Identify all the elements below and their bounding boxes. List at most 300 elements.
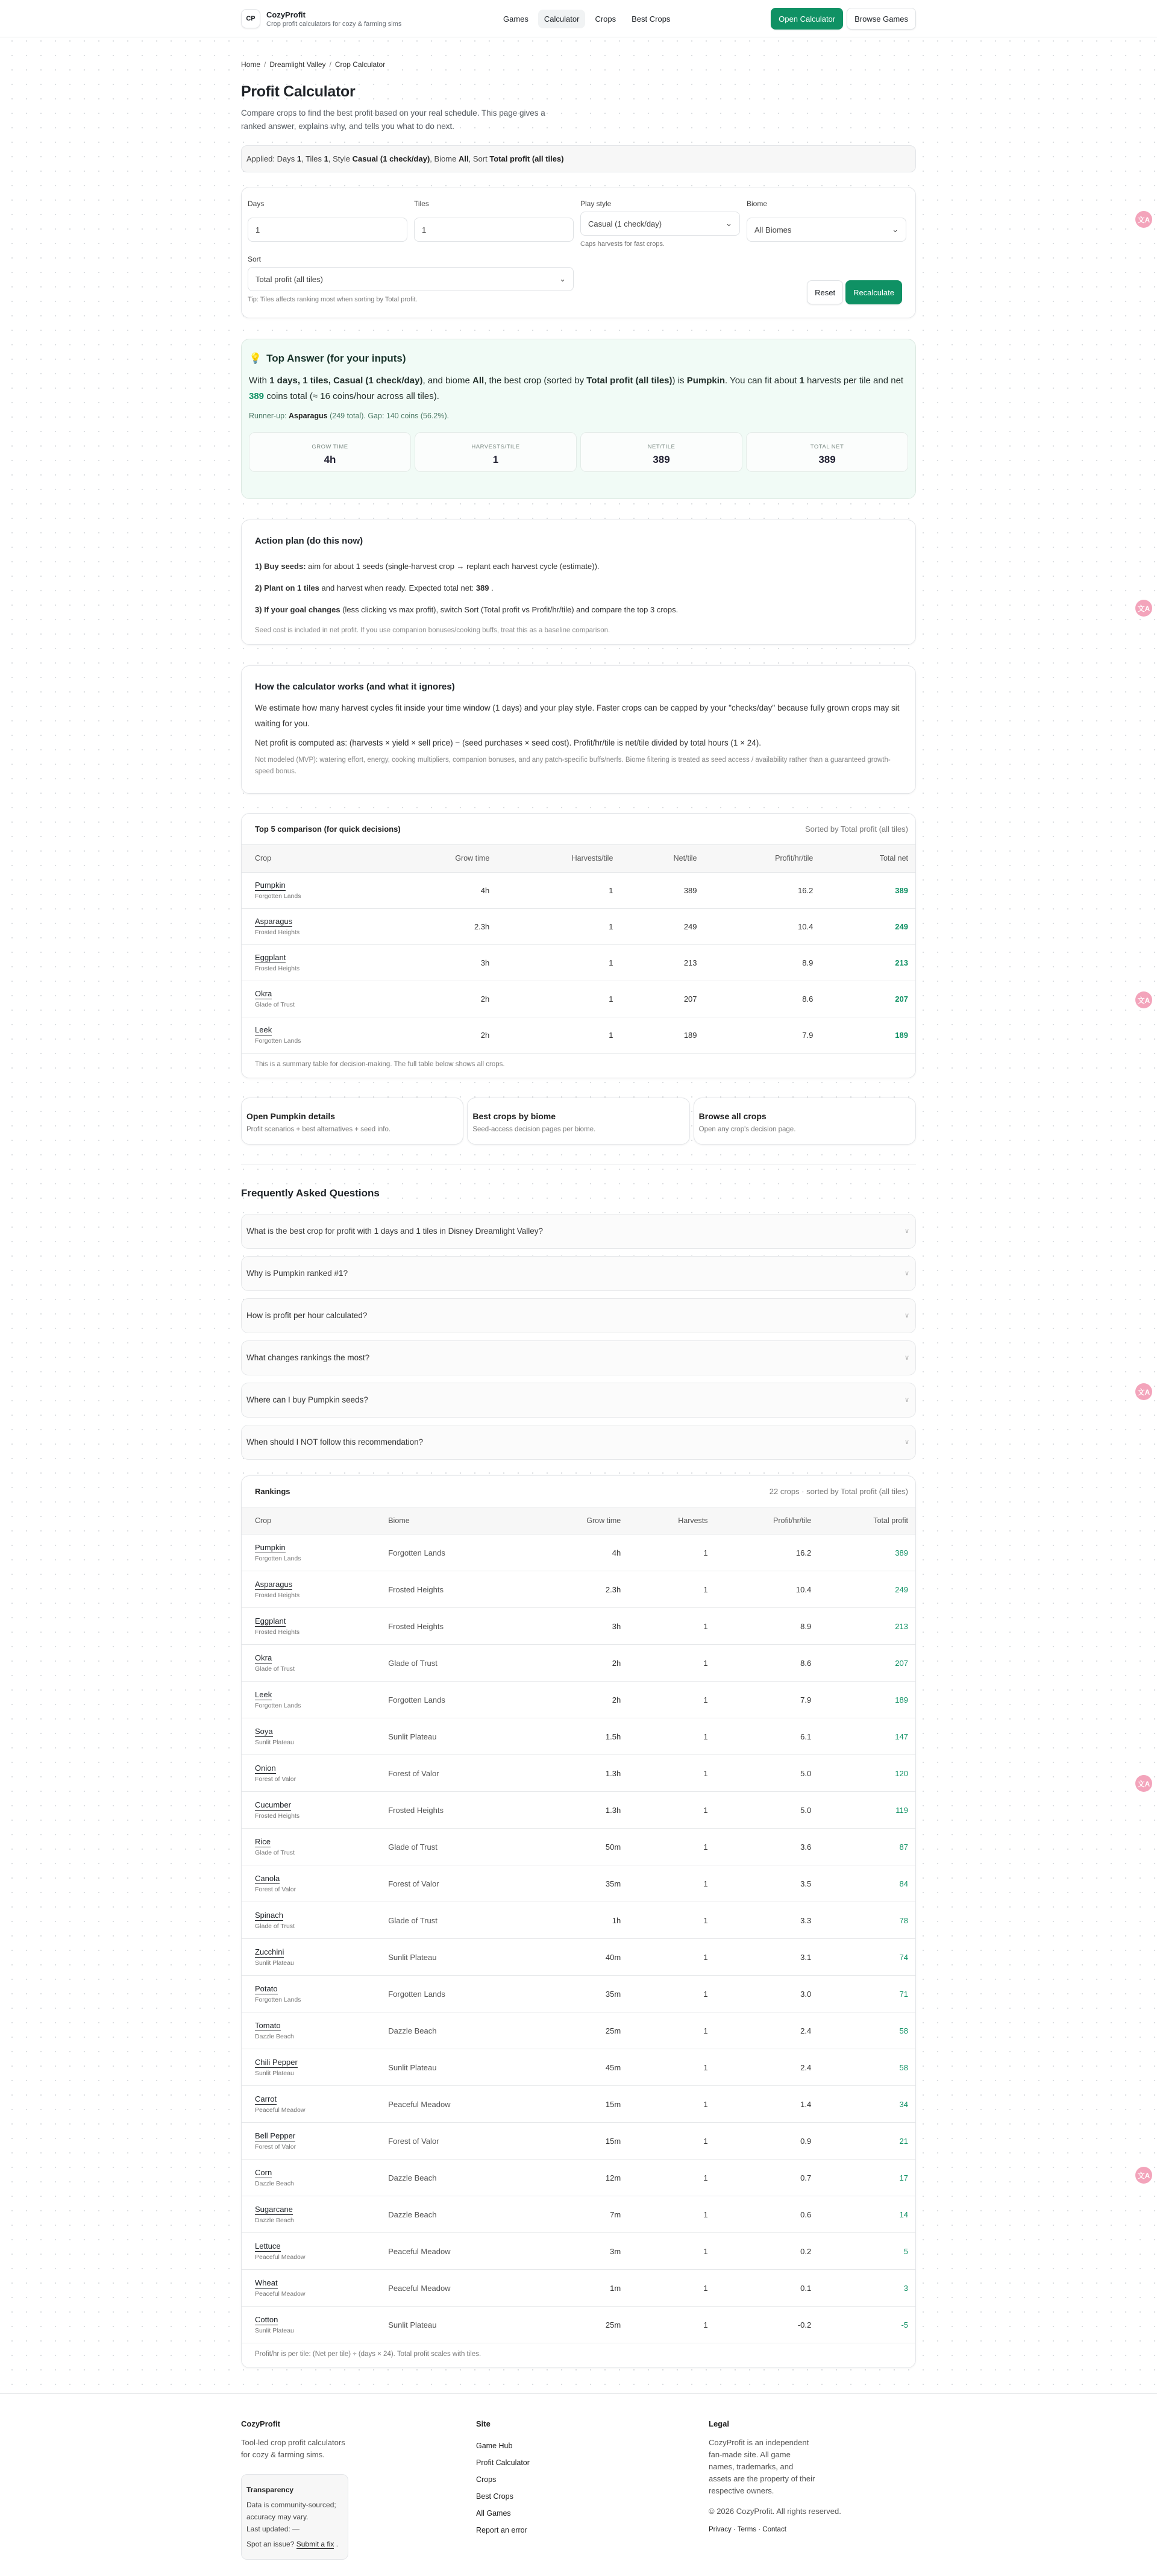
crop-link[interactable]: Wheat	[255, 2278, 278, 2287]
column-header[interactable]: Profit/hr/tile	[715, 1507, 819, 1535]
crop-biome: Dazzle Beach	[255, 2217, 294, 2224]
total-net-cell: 389	[820, 872, 915, 908]
footer-tagline: Tool-led crop profit calculators for cozy & farming sims.	[241, 2438, 345, 2459]
site-header	[0, 0, 1157, 37]
table-row	[242, 2270, 915, 2307]
table-cell: 1	[628, 2307, 715, 2343]
crop-link[interactable]: Okra	[255, 1653, 272, 1662]
rankings-table-card	[241, 1475, 916, 2369]
crop-biome: Frosted Heights	[255, 1592, 300, 1599]
link-card-browse-crops[interactable]: Browse all crops Open any crop's decision page.	[694, 1098, 916, 1145]
table-row	[242, 1645, 915, 1682]
table-row	[242, 908, 915, 944]
translate-icon[interactable]: 文A	[1135, 211, 1152, 228]
translate-icon[interactable]: 文A	[1135, 2167, 1152, 2184]
table-cell: 1	[628, 1535, 715, 1571]
total-profit-cell: 74	[818, 1939, 915, 1976]
table-cell: 2h	[389, 1017, 497, 1053]
how-it-works-title: How the calculator works (and what it ignores)	[255, 682, 455, 692]
crop-biome: Dazzle Beach	[255, 2033, 294, 2040]
table-cell: 4h	[532, 1535, 628, 1571]
column-header[interactable]: Biome	[381, 1507, 532, 1535]
sort-hint: Tip: Tiles affects ranking most when sorting by Total profit.	[248, 296, 418, 303]
faq-question: What is the best crop for profit with 1 days and 1 tiles in Disney Dreamlight Valley?	[246, 1227, 543, 1236]
biome-cell: Forgotten Lands	[381, 1976, 532, 2012]
breadcrumb-separator: /	[264, 60, 266, 69]
table-row	[242, 2307, 915, 2343]
crop-link[interactable]: Asparagus	[255, 917, 293, 926]
table-cell: 1	[628, 2123, 715, 2160]
table-cell: 35m	[532, 1976, 628, 2012]
crop-biome: Peaceful Meadow	[255, 2106, 306, 2114]
faq-item[interactable]	[241, 1256, 916, 1291]
faq-item[interactable]	[241, 1383, 916, 1418]
faq-question: How is profit per hour calculated?	[246, 1311, 368, 1320]
table-cell: 2.4	[715, 2049, 819, 2086]
breadcrumb-dreamlight-valley[interactable]: Dreamlight Valley	[269, 60, 326, 69]
crop-biome: Sunlit Plateau	[255, 2070, 294, 2077]
crop-link[interactable]: Leek	[255, 1690, 272, 1699]
column-header[interactable]: Crop	[242, 845, 389, 872]
table-cell: 1	[497, 908, 620, 944]
footer-link-all-games[interactable]: All Games	[476, 2509, 511, 2518]
chevron-down-icon: ∨	[904, 1354, 909, 1362]
table-cell: 0.1	[715, 2270, 819, 2307]
applied-biome: All	[458, 154, 469, 163]
tiles-input[interactable]	[414, 218, 574, 242]
applied-filters	[241, 145, 916, 172]
table-cell: 1	[628, 1571, 715, 1608]
table-cell: 5.0	[715, 1792, 819, 1829]
table-cell: 45m	[532, 2049, 628, 2086]
crop-link[interactable]: Eggplant	[255, 1616, 286, 1626]
table-row	[242, 872, 915, 908]
table-cell: 1	[628, 1865, 715, 1902]
applied-days: 1	[296, 154, 302, 163]
crop-biome: Sunlit Plateau	[255, 2327, 294, 2334]
crop-biome: Glade of Trust	[255, 1001, 295, 1008]
top5-sort-info: Sorted by Total profit (all tiles)	[805, 825, 908, 834]
table-cell: 1	[497, 944, 620, 981]
how-it-works-note: Not modeled (MVP): watering effort, energy, cooking multipliers, companion bonuses, and any patch-specific buffs/nerfs. Biome filtering is treated as seed access / availability rather than a guaranteed growth-speed bonus.	[255, 756, 891, 775]
crop-link[interactable]: Leek	[255, 1025, 272, 1034]
total-net-cell: 249	[820, 908, 915, 944]
link-card-best-by-biome[interactable]: Best crops by biome Seed-access decision pages per biome.	[467, 1098, 689, 1145]
total-profit-cell: 58	[818, 2012, 915, 2049]
crop-cell	[242, 2012, 381, 2049]
top5-title: Top 5 comparison (for quick decisions)	[255, 825, 401, 834]
column-header[interactable]: Harvests/tile	[497, 845, 620, 872]
biome-cell: Frosted Heights	[381, 1792, 532, 1829]
table-cell: 1	[628, 1645, 715, 1682]
transparency-box	[241, 2474, 348, 2560]
biome-cell: Forest of Valor	[381, 2123, 532, 2160]
table-cell: 0.2	[715, 2233, 819, 2270]
crop-link[interactable]: Corn	[255, 2168, 272, 2177]
table-cell: 7.9	[715, 1682, 819, 1718]
table-row	[242, 1902, 915, 1939]
faq-item[interactable]	[241, 1425, 916, 1460]
table-cell: 6.1	[715, 1718, 819, 1755]
site-footer	[0, 2393, 1157, 2576]
crop-link[interactable]: Chili Pepper	[255, 2058, 298, 2067]
table-row	[242, 1535, 915, 1571]
main-nav	[497, 10, 676, 28]
table-cell: 3h	[389, 944, 497, 981]
table-cell: 8.9	[715, 1608, 819, 1645]
playstyle-hint: Caps harvests for fast crops.	[580, 240, 665, 248]
crop-biome: Glade of Trust	[255, 1849, 295, 1856]
separator: ·	[731, 2526, 738, 2533]
action-plan-note: Seed cost is included in net profit. If you use companion bonuses/cooking buffs, treat this as a baseline comparison.	[255, 627, 610, 634]
translate-icon[interactable]: 文A	[1135, 1775, 1152, 1792]
crop-cell	[242, 2049, 381, 2086]
crop-biome: Sunlit Plateau	[255, 1739, 294, 1746]
nav-best-crops[interactable]: Best Crops	[632, 14, 671, 24]
crop-biome: Forgotten Lands	[255, 1037, 301, 1045]
crop-link[interactable]: Zucchini	[255, 1947, 284, 1956]
biome-cell: Sunlit Plateau	[381, 1939, 532, 1976]
playstyle-select[interactable]	[580, 212, 740, 236]
table-cell: 3.5	[715, 1865, 819, 1902]
biome-cell: Frosted Heights	[381, 1571, 532, 1608]
applied-style: Casual (1 check/day)	[352, 154, 430, 163]
copyright: © 2026 CozyProfit. All rights reserved.	[709, 2507, 841, 2516]
crop-link[interactable]: Pumpkin	[255, 881, 286, 890]
table-row	[242, 2012, 915, 2049]
table-cell: 1	[628, 1682, 715, 1718]
separator: ·	[756, 2526, 763, 2533]
table-row	[242, 2196, 915, 2233]
crop-cell	[242, 1535, 381, 1571]
table-cell: 2.3h	[389, 908, 497, 944]
days-label: Days	[248, 199, 265, 208]
table-cell: 1	[628, 1792, 715, 1829]
translate-icon[interactable]: 文A	[1135, 600, 1152, 617]
crop-cell	[242, 2196, 381, 2233]
table-cell: 3h	[532, 1608, 628, 1645]
table-cell: 35m	[532, 1865, 628, 1902]
table-cell: 1.3h	[532, 1792, 628, 1829]
table-cell: 0.9	[715, 2123, 819, 2160]
footer-brand: CozyProfit	[241, 2419, 280, 2428]
crop-biome: Forgotten Lands	[255, 1996, 301, 2003]
crop-biome: Forgotten Lands	[255, 1702, 301, 1709]
stat-harvests-per-tile: HARVESTS/TILE 1	[415, 432, 577, 472]
biome-cell: Dazzle Beach	[381, 2160, 532, 2196]
crop-biome: Sunlit Plateau	[255, 1959, 294, 1967]
crop-biome: Forgotten Lands	[255, 893, 301, 900]
nav-calculator[interactable]: Calculator	[538, 10, 586, 28]
crop-link[interactable]: Sugarcane	[255, 2205, 293, 2214]
crop-cell	[242, 1902, 381, 1939]
top5-note: This is a summary table for decision-making. The full table below shows all crops.	[255, 1060, 505, 1068]
table-cell: 5.0	[715, 1755, 819, 1792]
crop-link[interactable]: Asparagus	[255, 1580, 293, 1589]
crop-link[interactable]: Carrot	[255, 2094, 277, 2103]
table-cell: 1	[628, 1976, 715, 2012]
chevron-down-icon: ∨	[904, 1270, 909, 1277]
footer-link-best-crops[interactable]: Best Crops	[476, 2492, 513, 2501]
brand	[266, 10, 401, 28]
crop-link[interactable]: Lettuce	[255, 2241, 281, 2251]
recalculate-button[interactable]: Recalculate	[845, 280, 902, 304]
crop-cell	[242, 1829, 381, 1865]
table-cell: 1	[497, 1017, 620, 1053]
table-cell: 16.2	[715, 1535, 819, 1571]
total-profit-cell: 119	[818, 1792, 915, 1829]
crop-cell	[242, 2086, 381, 2123]
crop-link[interactable]: Cotton	[255, 2315, 278, 2324]
column-header[interactable]: Net/tile	[620, 845, 704, 872]
rankings-meta: 22 crops · sorted by Total profit (all tiles)	[769, 1486, 908, 1496]
chevron-down-icon: ⌄	[726, 219, 732, 228]
chevron-down-icon: ∨	[904, 1312, 909, 1319]
days-input[interactable]	[248, 218, 407, 242]
table-cell: 249	[620, 908, 704, 944]
table-row	[242, 1571, 915, 1608]
translate-icon[interactable]: 文A	[1135, 991, 1152, 1008]
crop-link[interactable]: Soya	[255, 1727, 273, 1736]
crop-link[interactable]: Bell Pepper	[255, 2131, 296, 2140]
crop-link[interactable]: Eggplant	[255, 953, 286, 962]
biome-cell: Forest of Valor	[381, 1755, 532, 1792]
table-cell: 1	[628, 2049, 715, 2086]
footer-link-report-error[interactable]: Report an error	[476, 2526, 527, 2534]
total-net-cell: 213	[820, 944, 915, 981]
applied-tiles: 1	[324, 154, 328, 163]
reset-button[interactable]: Reset	[807, 280, 843, 304]
faq-item[interactable]	[241, 1340, 916, 1375]
total-net-cell: 189	[820, 1017, 915, 1053]
footer-link-crops[interactable]: Crops	[476, 2475, 497, 2484]
biome-cell: Sunlit Plateau	[381, 1718, 532, 1755]
browse-games-button[interactable]: Browse Games	[847, 8, 916, 30]
crop-biome: Frosted Heights	[255, 965, 300, 972]
faq-question: Where can I buy Pumpkin seeds?	[246, 1395, 368, 1404]
table-cell: 2.4	[715, 2012, 819, 2049]
applied-label: Applied: Days	[246, 154, 295, 163]
crop-cell	[242, 1939, 381, 1976]
crop-link[interactable]: Canola	[255, 1874, 280, 1883]
crop-link[interactable]: Tomato	[255, 2021, 281, 2030]
table-cell: 10.4	[715, 1571, 819, 1608]
how-it-works-p1: We estimate how many harvest cycles fit inside your time window (1 days) and your play style. Faster crops can be capped by your "checks/day" because fully grown crops may sit waiting for you.	[255, 703, 900, 728]
table-cell: 1	[628, 2233, 715, 2270]
table-cell: -0.2	[715, 2307, 819, 2343]
total-profit-cell: 58	[818, 2049, 915, 2086]
biome-cell: Glade of Trust	[381, 1902, 532, 1939]
column-header[interactable]: Grow time	[532, 1507, 628, 1535]
total-profit-cell: 14	[818, 2196, 915, 2233]
total-profit-cell: 5	[818, 2233, 915, 2270]
submit-fix-link[interactable]: Submit a fix	[296, 2540, 334, 2548]
sort-value: Total profit (all tiles)	[256, 274, 323, 284]
chevron-down-icon: ⌄	[892, 225, 898, 234]
crop-cell	[242, 944, 389, 981]
table-cell: 2h	[532, 1682, 628, 1718]
table-cell: 1.3h	[532, 1755, 628, 1792]
biome-cell: Forgotten Lands	[381, 1535, 532, 1571]
column-header[interactable]: Crop	[242, 1507, 381, 1535]
table-cell: 2.3h	[532, 1571, 628, 1608]
table-cell: 1	[628, 2196, 715, 2233]
sort-select[interactable]	[248, 267, 574, 291]
table-cell: 0.6	[715, 2196, 819, 2233]
biome-cell: Forest of Valor	[381, 1865, 532, 1902]
crop-link[interactable]: Spinach	[255, 1911, 283, 1920]
total-profit-cell: 189	[818, 1682, 915, 1718]
crop-cell	[242, 2233, 381, 2270]
table-row	[242, 1829, 915, 1865]
table-row	[242, 1792, 915, 1829]
link-card-pumpkin-details[interactable]: Open Pumpkin details Profit scenarios + best alternatives + seed info.	[241, 1098, 463, 1145]
playstyle-value: Casual (1 check/day)	[588, 219, 662, 228]
crop-link[interactable]: Pumpkin	[255, 1543, 286, 1552]
table-cell: 1	[628, 2086, 715, 2123]
biome-cell: Peaceful Meadow	[381, 2086, 532, 2123]
total-profit-cell: 34	[818, 2086, 915, 2123]
table-cell: 8.6	[715, 1645, 819, 1682]
faq-title: Frequently Asked Questions	[241, 1187, 380, 1199]
crop-cell	[242, 1017, 389, 1053]
crop-link[interactable]: Cucumber	[255, 1800, 291, 1809]
nav-games[interactable]: Games	[503, 14, 528, 24]
crop-cell	[242, 1792, 381, 1829]
stat-total-net: TOTAL NET 389	[746, 432, 908, 472]
table-cell: 10.4	[704, 908, 821, 944]
applied-label: , Sort	[468, 154, 488, 163]
crop-link[interactable]: Rice	[255, 1837, 271, 1846]
legal-text: CozyProfit is an independent fan-made site. All game names, trademarks, and assets are the property of their respective owners.	[709, 2438, 815, 2495]
column-header[interactable]: Total net	[820, 845, 915, 872]
crop-cell	[242, 872, 389, 908]
table-row	[242, 1608, 915, 1645]
footer-legal-title: Legal	[709, 2419, 729, 2428]
translate-icon[interactable]: 文A	[1135, 1383, 1152, 1400]
table-row	[242, 1682, 915, 1718]
table-row	[242, 1755, 915, 1792]
table-row	[242, 2123, 915, 2160]
table-cell: 1	[628, 1718, 715, 1755]
crop-biome: Peaceful Meadow	[255, 2290, 306, 2298]
crop-biome: Glade of Trust	[255, 1923, 295, 1930]
crop-link[interactable]: Potato	[255, 1984, 278, 1993]
table-cell: 50m	[532, 1829, 628, 1865]
table-row	[242, 2160, 915, 2196]
biome-label: Biome	[747, 199, 768, 208]
action-plan-title: Action plan (do this now)	[255, 536, 363, 546]
action-plan-card	[241, 520, 916, 645]
biome-cell: Sunlit Plateau	[381, 2307, 532, 2343]
crop-biome: Glade of Trust	[255, 1665, 295, 1673]
nav-crops[interactable]: Crops	[595, 14, 616, 24]
footer-link-game-hub[interactable]: Game Hub	[476, 2442, 513, 2450]
crop-biome: Forgotten Lands	[255, 1555, 301, 1562]
applied-label: , Style	[328, 154, 351, 163]
chevron-down-icon: ∨	[904, 1228, 909, 1235]
biome-value: All Biomes	[754, 225, 792, 234]
column-header[interactable]: Profit/hr/tile	[704, 845, 821, 872]
table-row	[242, 2049, 915, 2086]
table-row	[242, 1017, 915, 1053]
privacy-link[interactable]: Privacy	[709, 2526, 732, 2533]
table-row	[242, 2233, 915, 2270]
table-cell: 1	[628, 1902, 715, 1939]
table-cell: 8.6	[704, 981, 821, 1017]
brand-name[interactable]: CozyProfit	[266, 10, 306, 19]
total-profit-cell: 207	[818, 1645, 915, 1682]
contact-link[interactable]: Contact	[762, 2526, 786, 2533]
footer-site-title: Site	[476, 2419, 491, 2428]
table-cell: 3.0	[715, 1976, 819, 2012]
table-row	[242, 1976, 915, 2012]
total-profit-cell: 71	[818, 1976, 915, 2012]
biome-cell: Dazzle Beach	[381, 2196, 532, 2233]
table-cell: 3.6	[715, 1829, 819, 1865]
tiles-value: 1	[422, 225, 427, 234]
terms-link[interactable]: Terms	[737, 2526, 757, 2533]
table-cell: 0.7	[715, 2160, 819, 2196]
transparency-title: Transparency	[246, 2486, 294, 2494]
column-header[interactable]: Grow time	[389, 845, 497, 872]
table-cell: 1	[628, 2270, 715, 2307]
crop-cell	[242, 908, 389, 944]
top5-table-card	[241, 813, 916, 1078]
table-row	[242, 1718, 915, 1755]
biome-cell: Glade of Trust	[381, 1829, 532, 1865]
column-header[interactable]: Total profit	[818, 1507, 915, 1535]
footer-link-profit-calculator[interactable]: Profit Calculator	[476, 2458, 530, 2467]
top-answer-card	[241, 339, 916, 499]
days-value: 1	[256, 225, 260, 234]
table-cell: 3.3	[715, 1902, 819, 1939]
faq-question: When should I NOT follow this recommendation?	[246, 1437, 424, 1447]
column-header[interactable]: Harvests	[628, 1507, 715, 1535]
crop-link[interactable]: Onion	[255, 1764, 276, 1773]
rankings-table	[242, 1507, 915, 2344]
crop-cell	[242, 2270, 381, 2307]
faq-item[interactable]	[241, 1214, 916, 1249]
table-cell: 12m	[532, 2160, 628, 2196]
crop-cell	[242, 1682, 381, 1718]
table-row	[242, 1865, 915, 1902]
sort-label: Sort	[248, 255, 262, 263]
crop-cell	[242, 1718, 381, 1755]
runner-up: Runner-up: Asparagus (249 total). Gap: 140 coins (56.2%).	[249, 412, 450, 420]
chevron-down-icon: ∨	[904, 1396, 909, 1404]
crop-biome: Forest of Valor	[255, 1776, 296, 1783]
open-calculator-button[interactable]: Open Calculator	[771, 8, 843, 30]
applied-label: , Tiles	[301, 154, 322, 163]
table-cell: 389	[620, 872, 704, 908]
breadcrumb-current: Crop Calculator	[334, 60, 386, 69]
breadcrumb-separator: /	[329, 60, 331, 69]
crop-cell	[242, 2123, 381, 2160]
table-cell: 1h	[532, 1902, 628, 1939]
biome-select[interactable]	[747, 218, 906, 242]
table-cell: 1.4	[715, 2086, 819, 2123]
table-cell: 3.1	[715, 1939, 819, 1976]
breadcrumb-home[interactable]: Home	[241, 60, 261, 69]
faq-item[interactable]	[241, 1298, 916, 1333]
table-row	[242, 981, 915, 1017]
crop-link[interactable]: Okra	[255, 989, 272, 998]
logo[interactable]: CP	[241, 9, 260, 28]
total-profit-cell: 3	[818, 2270, 915, 2307]
total-profit-cell: 147	[818, 1718, 915, 1755]
total-profit-cell: 120	[818, 1755, 915, 1792]
